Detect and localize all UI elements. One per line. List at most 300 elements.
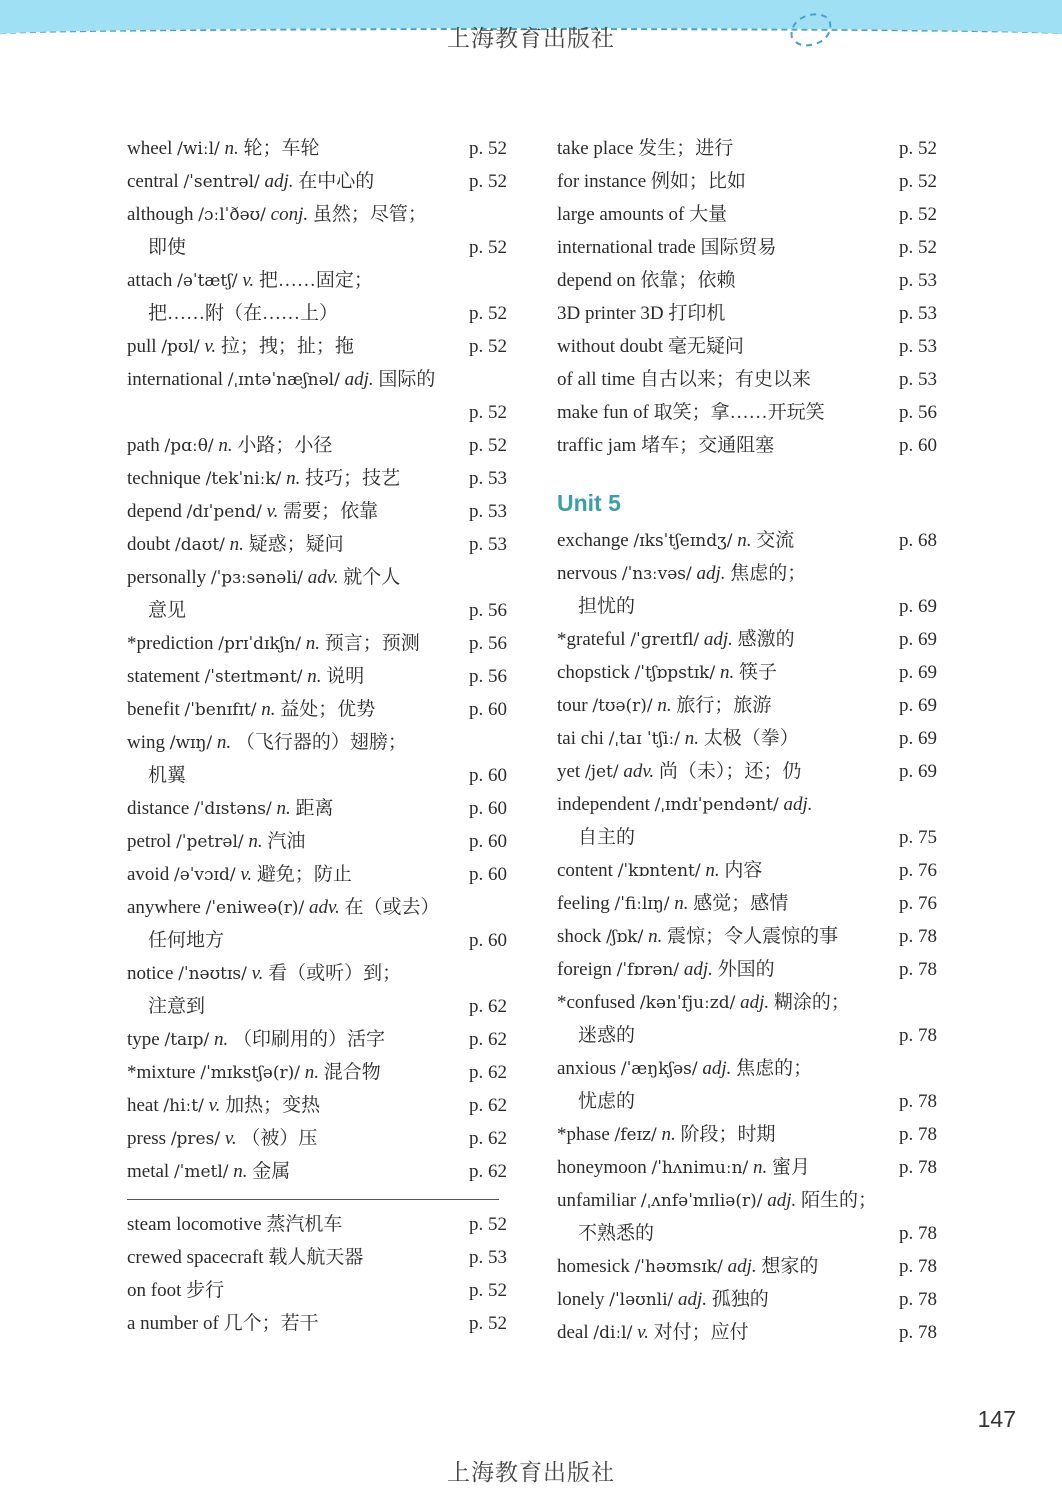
entry-part-of-speech: n. [218, 435, 233, 456]
entry-text [557, 1289, 769, 1310]
entry-meaning: 距离 [295, 798, 334, 819]
vocab-entry [127, 726, 507, 759]
phrase-meaning: 堵车；交通阻塞 [641, 435, 775, 456]
entry-continuation [557, 590, 937, 623]
vocab-entry [127, 264, 507, 297]
entry-page: p. 69 [899, 662, 937, 683]
phrase-page: p. 52 [469, 1313, 507, 1334]
entry-meaning: 需要；依靠 [283, 501, 379, 522]
entry-text [127, 336, 354, 357]
vocab-entry [557, 722, 937, 755]
entry-word: feeling [557, 893, 610, 914]
entry-phonetic: /kənˈfjuːzd/ [639, 993, 736, 1013]
entry-part-of-speech: n. [229, 534, 244, 555]
entry-text [127, 666, 364, 687]
entry-word: exchange [557, 530, 629, 551]
entry-page: p. 75 [899, 827, 937, 848]
entry-page: p. 56 [469, 666, 507, 687]
entry-phonetic: /ˌɪndɪˈpendənt/ [654, 795, 779, 815]
phrase-meaning: 国际贸易 [700, 237, 777, 258]
entry-word: doubt [127, 534, 171, 555]
entry-phonetic: /prɪˈdɪkʃn/ [218, 634, 302, 654]
phrase-page: p. 52 [899, 138, 937, 159]
entry-continuation [127, 924, 507, 957]
section-divider [127, 1199, 499, 1200]
entry-text [578, 1223, 654, 1244]
entry-page: p. 53 [469, 501, 507, 522]
entry-text [127, 963, 401, 984]
entry-part-of-speech: v. [266, 501, 279, 522]
entry-phonetic: /ˌʌnfəˈmɪliə(r)/ [640, 1191, 763, 1211]
phrase-page: p. 52 [899, 204, 937, 225]
vocab-entry [557, 524, 937, 557]
entry-word: homesick [557, 1256, 630, 1277]
entry-page: p. 76 [899, 893, 937, 914]
vocab-entry [127, 825, 507, 858]
vocab-entry [557, 854, 937, 887]
phrase-page: p. 56 [899, 402, 937, 423]
entry-text [578, 1091, 635, 1112]
entry-text [557, 1157, 810, 1178]
entry-meaning: 益处；优势 [280, 699, 376, 720]
entry-page: p. 78 [899, 1157, 937, 1178]
vocab-entry [127, 429, 507, 462]
entry-meaning: 筷子 [738, 662, 777, 683]
entry-page: p. 52 [469, 171, 507, 192]
phrase-meaning: 取笑；拿……开玩笑 [653, 402, 825, 423]
vocab-entry [127, 1056, 507, 1089]
phrase-text [127, 1313, 319, 1334]
entry-word: personally [127, 567, 207, 588]
entry-text [557, 1256, 818, 1277]
vocab-entry [557, 788, 937, 821]
entry-meaning: 担忧的 [578, 596, 636, 617]
phrase-entry [127, 1241, 507, 1274]
entry-text [557, 1058, 812, 1079]
entry-part-of-speech: n. [657, 695, 672, 716]
phrase-text [557, 270, 735, 291]
entry-meaning: 说明 [326, 666, 365, 687]
entry-word: petrol [127, 831, 172, 852]
phrase: a number of [127, 1313, 219, 1334]
vocab-entry [127, 495, 507, 528]
entry-meaning: 加热；变热 [225, 1095, 321, 1116]
entry-word: shock [557, 926, 602, 947]
entry-page: p. 60 [469, 699, 507, 720]
entry-part-of-speech: v. [251, 963, 264, 984]
entry-meaning: （被）压 [241, 1128, 318, 1149]
entry-part-of-speech: n. [233, 1161, 248, 1182]
phrase: depend on [557, 270, 636, 291]
entry-text [148, 303, 338, 324]
entry-meaning: 阶段；时期 [680, 1124, 776, 1145]
vocab-entry [127, 462, 507, 495]
entry-phonetic: /ˈnəʊtɪs/ [178, 964, 247, 984]
entry-meaning: 即使 [148, 237, 187, 258]
header-publisher: 上海教育出版社 [447, 26, 615, 51]
vocab-entry [127, 132, 507, 165]
entry-word: wing [127, 732, 165, 753]
vocab-entry [127, 627, 507, 660]
entry-phonetic: /pʊl/ [161, 337, 200, 357]
entry-meaning: 金属 [252, 1161, 291, 1182]
entry-text [127, 468, 400, 489]
phrase-text [557, 303, 725, 324]
vocab-entry [557, 623, 937, 656]
phrase-meaning: 依靠；依赖 [640, 270, 736, 291]
entry-text [127, 567, 400, 588]
left-column [127, 132, 507, 1340]
entry-meaning: 拉；拽；扯；拖 [220, 336, 354, 357]
entry-part-of-speech: n. [684, 728, 699, 749]
entry-meaning: 内容 [724, 860, 763, 881]
entry-phonetic: /ˈeniweə(r)/ [205, 898, 305, 918]
phrase-meaning: 发生；进行 [638, 138, 734, 159]
entry-text [557, 1190, 877, 1211]
entry-page: p. 60 [469, 831, 507, 852]
entry-meaning: 旅行；旅游 [676, 695, 772, 716]
entry-text [578, 596, 635, 617]
entry-part-of-speech: adj. [678, 1289, 708, 1310]
entry-part-of-speech: n. [719, 662, 735, 683]
entry-part-of-speech: adj. [783, 794, 813, 815]
vocab-entry [127, 858, 507, 891]
entry-part-of-speech: v. [242, 270, 255, 291]
entry-part-of-speech: n. [648, 926, 663, 947]
entry-phonetic: /ˈdɪstəns/ [194, 799, 272, 819]
phrase-entry [557, 132, 937, 165]
entry-part-of-speech: n. [661, 1124, 676, 1145]
entry-text [557, 992, 850, 1013]
entry-word: foreign [557, 959, 612, 980]
phrase-entry [127, 1274, 507, 1307]
entry-text [127, 501, 378, 522]
entry-page: p. 78 [899, 1223, 937, 1244]
entry-part-of-speech: n. [753, 1157, 768, 1178]
entry-word: anxious [557, 1058, 617, 1079]
entry-part-of-speech: adj. [727, 1256, 757, 1277]
entry-phonetic: /ɪksˈtʃeɪndʒ/ [633, 531, 733, 551]
entry-page: p. 52 [469, 138, 507, 159]
entry-meaning: 陌生的； [801, 1190, 878, 1211]
entry-meaning: 震惊；令人震惊的事 [667, 926, 839, 947]
phrase-text [557, 237, 777, 258]
phrase-entry [557, 198, 937, 231]
entry-page: p. 62 [469, 1029, 507, 1050]
vocab-entry [127, 165, 507, 198]
entry-text [557, 563, 806, 584]
entry-part-of-speech: v. [240, 864, 253, 885]
entry-word: depend [127, 501, 182, 522]
phrase: of all time [557, 369, 636, 390]
vocab-entry [557, 1118, 937, 1151]
entry-text [557, 728, 799, 749]
entry-page: p. 62 [469, 1062, 507, 1083]
entry-meaning: 预言；预测 [324, 633, 420, 654]
entry-text [557, 794, 813, 815]
entry-phonetic: /ˈfiːlɪŋ/ [614, 894, 670, 914]
entry-continuation [127, 990, 507, 1023]
entry-page: p. 69 [899, 596, 937, 617]
entry-phonetic: /ˈɡreɪtfl/ [630, 630, 700, 650]
entry-word: central [127, 171, 179, 192]
entry-meaning: 焦虑的； [736, 1058, 813, 1079]
entry-word: tour [557, 695, 588, 716]
entry-meaning: 自主的 [578, 827, 636, 848]
entry-text [578, 827, 635, 848]
vocab-entry [557, 1151, 937, 1184]
phrase-page: p. 53 [899, 336, 937, 357]
entry-page: p. 76 [899, 860, 937, 881]
entry-part-of-speech: adj. [696, 563, 726, 584]
phrase-text [557, 402, 825, 423]
vocab-entry [557, 1250, 937, 1283]
entry-meaning: 把……固定； [258, 270, 373, 291]
entry-phonetic: /ˈləʊnli/ [609, 1290, 674, 1310]
entry-meaning: 在中心的 [298, 171, 375, 192]
entry-meaning: 交流 [756, 530, 795, 551]
entry-meaning: 注意到 [148, 996, 206, 1017]
entry-word: *confused [557, 992, 636, 1013]
entry-text [557, 926, 838, 947]
entry-phonetic: /əˈtætʃ/ [177, 271, 238, 291]
entry-text [127, 897, 440, 918]
vocab-entry [127, 891, 507, 924]
phrase-entry [127, 1307, 507, 1340]
vocab-entry [127, 1089, 507, 1122]
phrase-meaning: 载人航天器 [268, 1247, 364, 1268]
entry-text [127, 699, 375, 720]
entry-continuation [557, 1217, 937, 1250]
entry-part-of-speech: n. [304, 1062, 319, 1083]
phrase-entry [127, 1208, 507, 1241]
phrase-meaning: 几个；若干 [223, 1313, 319, 1334]
entry-page: p. 62 [469, 1095, 507, 1116]
entry-word: *phase [557, 1124, 610, 1145]
entry-word: distance [127, 798, 190, 819]
phrase-text [127, 1280, 224, 1301]
entry-part-of-speech: adv. [307, 567, 339, 588]
entry-text [127, 534, 344, 555]
entry-word: avoid [127, 864, 170, 885]
entry-part-of-speech: adj. [767, 1190, 797, 1211]
entry-meaning: （印刷用的）活字 [232, 1029, 385, 1050]
phrase: take place [557, 138, 634, 159]
entry-phonetic: /ˈpɜːsənəli/ [210, 568, 303, 588]
vocab-entry [127, 792, 507, 825]
phrase-text [557, 171, 746, 192]
entry-part-of-speech: adj. [264, 171, 294, 192]
entry-word: unfamiliar [557, 1190, 637, 1211]
phrase: large amounts of [557, 204, 685, 225]
entry-phonetic: /pɑːθ/ [164, 436, 214, 456]
entry-phonetic: /ˈtʃɒpstɪk/ [634, 663, 716, 683]
entry-word: heat [127, 1095, 159, 1116]
entry-page: p. 69 [899, 728, 937, 749]
entry-page: p. 78 [899, 926, 937, 947]
entry-meaning: 对付；应付 [653, 1322, 749, 1343]
entry-part-of-speech: n. [216, 732, 232, 753]
vocab-entry [557, 1184, 937, 1217]
entry-meaning: 感激的 [737, 629, 795, 650]
entry-phonetic: /ˈfɒrən/ [616, 960, 680, 980]
entry-part-of-speech: conj. [270, 204, 309, 225]
entry-meaning: 太极（拳） [703, 728, 799, 749]
entry-part-of-speech: adj. [683, 959, 713, 980]
entry-meaning: 汽油 [267, 831, 306, 852]
entry-text [127, 435, 332, 456]
entry-continuation [127, 759, 507, 792]
entry-phonetic: /ˈsteɪtmənt/ [204, 667, 303, 687]
phrase-meaning: 例如；比如 [650, 171, 746, 192]
entry-phonetic: /ˌɪntəˈnæʃnəl/ [227, 370, 340, 390]
entry-text [148, 237, 186, 258]
entry-word: *mixture [127, 1062, 196, 1083]
entry-continuation [127, 231, 507, 264]
entry-text [127, 732, 407, 753]
entry-page: p. 78 [899, 1322, 937, 1343]
entry-text [557, 1124, 775, 1145]
entry-meaning: 忧虑的 [578, 1091, 636, 1112]
entry-phonetic: /ˈmetl/ [173, 1162, 229, 1182]
vocab-entry [127, 330, 507, 363]
entry-word: benefit [127, 699, 180, 720]
entry-page: p. 53 [469, 534, 507, 555]
entry-page: p. 68 [899, 530, 937, 551]
entry-part-of-speech: n. [213, 1029, 229, 1050]
entry-word: *prediction [127, 633, 214, 654]
phrase-meaning: 3D 打印机 [640, 303, 726, 324]
entry-phonetic: /əˈvɔɪd/ [173, 865, 236, 885]
right-column [557, 132, 937, 1349]
phrase-entry [557, 264, 937, 297]
entry-text [148, 996, 205, 1017]
entry-phonetic: /ˈkɒntent/ [617, 861, 701, 881]
phrase-entry [557, 330, 937, 363]
phrase-page: p. 60 [899, 435, 937, 456]
entry-word: pull [127, 336, 157, 357]
page-number: 147 [977, 1406, 1016, 1432]
entry-meaning: 机翼 [148, 765, 187, 786]
entry-text [127, 369, 435, 390]
entry-text [127, 138, 320, 159]
entry-meaning: 不熟悉的 [578, 1223, 655, 1244]
entry-page: p. 78 [899, 1124, 937, 1145]
entry-part-of-speech: adv. [309, 897, 340, 918]
entry-text [557, 530, 794, 551]
entry-word: chopstick [557, 662, 630, 683]
entry-part-of-speech: n. [674, 893, 689, 914]
entry-phonetic: /tʊə(r)/ [592, 696, 653, 716]
vocab-entry [557, 656, 937, 689]
entry-text [127, 864, 352, 885]
entry-word: notice [127, 963, 174, 984]
phrase-text [557, 336, 744, 357]
phrase-page: p. 53 [899, 369, 937, 390]
entry-text [557, 893, 788, 914]
entry-phonetic: /ˈhəʊmsɪk/ [634, 1257, 723, 1277]
footer-publisher: 上海教育出版社 [447, 1460, 615, 1485]
entry-part-of-speech: v. [224, 1128, 237, 1149]
entry-phonetic: /ˌtaɪ ˈtʃiː/ [608, 729, 680, 749]
entry-phonetic: /ˈbenɪfɪt/ [184, 700, 257, 720]
phrase: without doubt [557, 336, 664, 357]
entry-word: press [127, 1128, 167, 1149]
vocab-entry [557, 755, 937, 788]
entry-page: p. 62 [469, 1128, 507, 1149]
entry-meaning: 就个人 [343, 567, 401, 588]
phrase: on foot [127, 1280, 182, 1301]
vocab-entry [127, 693, 507, 726]
entry-part-of-speech: adj. [740, 992, 770, 1013]
vocab-entry [127, 660, 507, 693]
entry-phonetic: /ˈnɜːvəs/ [621, 564, 692, 584]
entry-part-of-speech: adj. [702, 1058, 732, 1079]
entry-phonetic: /daʊt/ [175, 535, 225, 555]
entry-continuation [127, 396, 507, 429]
entry-page: p. 62 [469, 1161, 507, 1182]
phrase-entry [557, 231, 937, 264]
entry-part-of-speech: n. [737, 530, 752, 551]
phrase-text [127, 1247, 363, 1268]
entry-phonetic: /dɪˈpend/ [186, 502, 262, 522]
phrase: make fun of [557, 402, 649, 423]
entry-continuation [557, 1085, 937, 1118]
entry-part-of-speech: n. [248, 831, 263, 852]
phrase-meaning: 毫无疑问 [667, 336, 744, 357]
entry-text [127, 1062, 381, 1083]
entry-page: p. 60 [469, 765, 507, 786]
entry-meaning: 外国的 [717, 959, 775, 980]
entry-page: p. 60 [469, 798, 507, 819]
entry-word: statement [127, 666, 200, 687]
entry-continuation [127, 297, 507, 330]
entry-part-of-speech: n. [705, 860, 720, 881]
entry-meaning: 小路；小径 [237, 435, 333, 456]
entry-phonetic: /ˈhʌnimuːn/ [651, 1158, 749, 1178]
entry-part-of-speech: n. [307, 666, 322, 687]
entry-text [557, 662, 777, 683]
entry-page: p. 78 [899, 1289, 937, 1310]
vocab-entry [557, 920, 937, 953]
entry-meaning: 蜜月 [772, 1157, 811, 1178]
entry-meaning: 把……附（在……上） [148, 303, 339, 324]
entry-meaning: 虽然；尽管； [312, 204, 427, 225]
entry-page: p. 52 [469, 303, 507, 324]
phrase: 3D printer [557, 303, 636, 324]
entry-word: although [127, 204, 194, 225]
entry-word: lonely [557, 1289, 605, 1310]
entry-text [557, 695, 771, 716]
entry-text [127, 1029, 385, 1050]
entry-meaning: 国际的 [378, 369, 436, 390]
entry-continuation [557, 1019, 937, 1052]
entry-word: path [127, 435, 160, 456]
entry-word: metal [127, 1161, 170, 1182]
entry-phonetic: /ɔːlˈðəʊ/ [198, 205, 266, 225]
entry-word: type [127, 1029, 160, 1050]
entry-page: p. 78 [899, 959, 937, 980]
phrase-entry [557, 363, 937, 396]
entry-page: p. 56 [469, 600, 507, 621]
phrase: crewed spacecraft [127, 1247, 264, 1268]
phrase: steam locomotive [127, 1214, 262, 1235]
entry-page: p. 69 [899, 629, 937, 650]
entry-text [557, 959, 775, 980]
entry-phonetic: /taɪp/ [164, 1030, 210, 1050]
entry-text [127, 831, 305, 852]
phrase-page: p. 53 [469, 1247, 507, 1268]
